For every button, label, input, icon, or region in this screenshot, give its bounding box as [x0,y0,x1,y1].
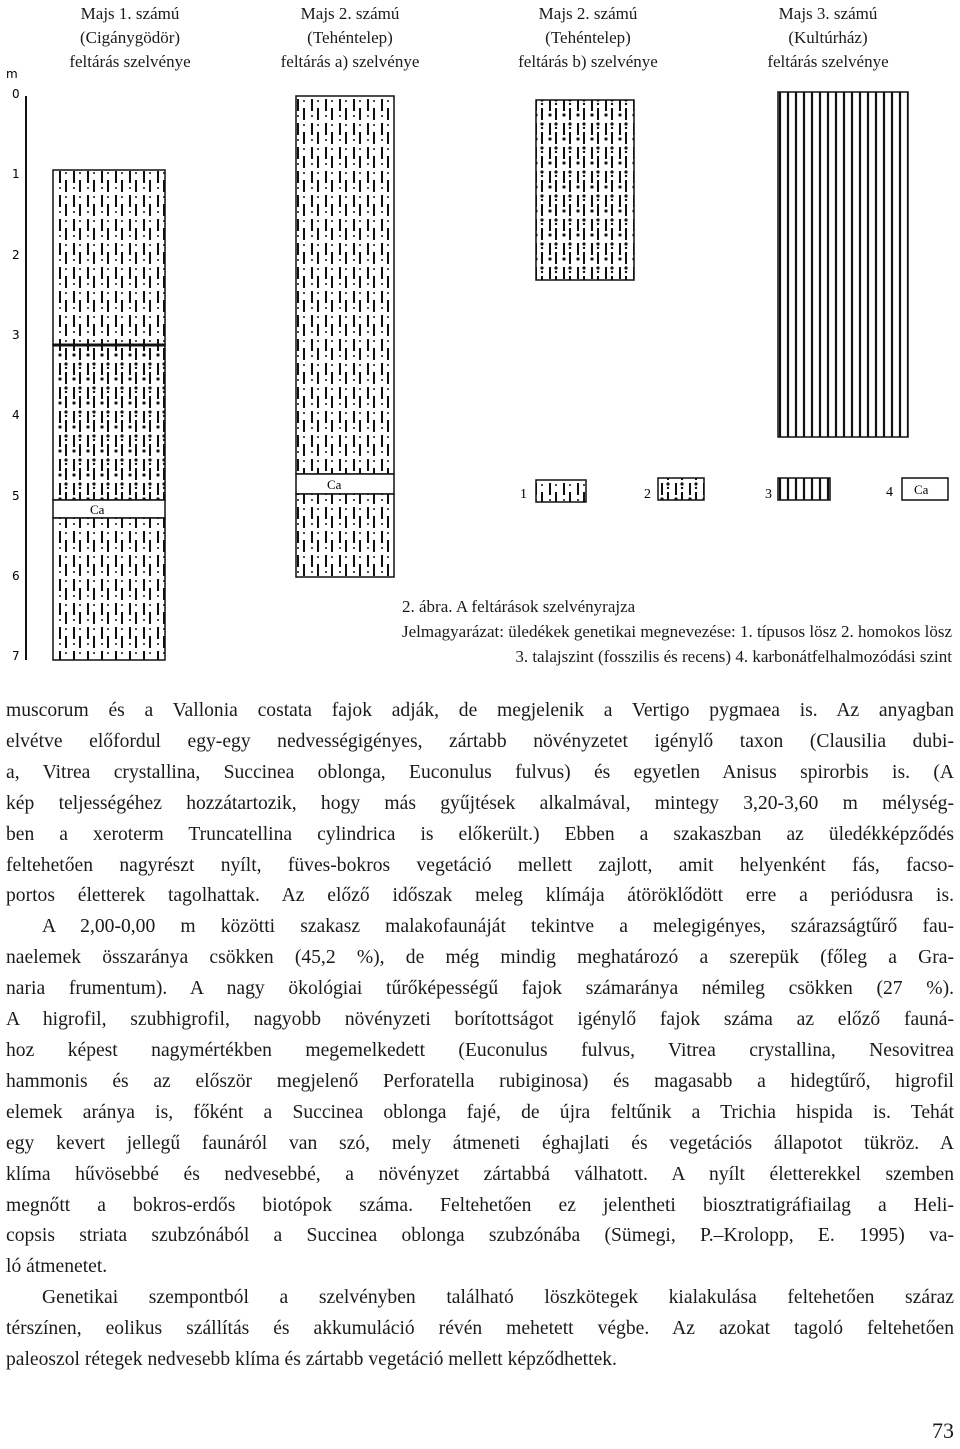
scale-tick-label: 2 [12,248,20,262]
scale-tick-label: 0 [12,87,20,101]
scale-tick-label: 6 [12,569,20,583]
scale-unit: m [6,67,18,81]
carbonate-layer [53,500,165,518]
text-line: klíma hűvösebbé és nedvesebbé, a növényzet zártabbá válhatott. A nyílt életterekkel szemben [6,1163,954,1185]
scale-tick-label: 4 [12,408,20,422]
column-header-line: Majs 2. számú [538,4,638,23]
column-header-line: feltárás b) szelvénye [518,52,658,71]
column-header-line: feltárás szelvénye [767,52,889,71]
text-line: ló átmenetet. [6,1256,108,1278]
page-number: 73 [932,1418,954,1443]
legend-item-sandy-loess [644,478,704,502]
carbonate-label: Ca [327,477,342,492]
column-1-section [53,170,165,660]
text-line: egy kevert jellegű faunáról van szó, mely átmeneti éghajlati és vegetációs állapotot tükröz. A [6,1132,954,1154]
legend-item-carbonate [886,478,948,500]
text-line: naelemek összaránya csökken (45,2 %), de még mindig meghatározó a szerepük (főleg a Gra- [6,947,954,969]
legend-number: 2 [644,487,651,502]
text-line: hammonis és az először megjelenő Perforatella rubiginosa) és magasabb a hidegtűrő, higrofil [6,1070,954,1092]
column-header-line: Majs 1. számú [80,4,180,23]
legend-number: 3 [765,487,772,502]
text-line: muscorum és a Vallonia costata fajok adják, de megjelenik a Vertigo pygmaea is. Az anyagban [6,700,954,721]
text-line: Genetikai szempontból a szelvényben található löszkötegek kialakulása feltehetően száraz [42,1287,954,1309]
text-line: megnőtt a bokros-erdős biotópok száma. Feltehetően ez jelentheti biosztratigráfiailag a Heli- [6,1194,954,1216]
scale-tick-label: 5 [12,489,20,503]
column-header-line: Majs 2. számú [300,4,400,23]
text-line: portos életterek tagolhattak. Az előző időszak meleg klímája átöröklődött erre a periódusra is. [6,885,954,907]
column-header-line: feltárás szelvénye [69,52,191,71]
scale-tick-label: 1 [12,167,20,181]
text-line: hoz képest nagymértékben megemelkedett (Euconulus fulvus, Vitrea crystallina, Nesovitrea [6,1039,954,1061]
scale-tick-label: 7 [12,649,20,663]
caption-line: 3. talajszint (fosszilis és recens) 4. karbonátfelhalmozódási szint [515,647,952,666]
text-line: A higrofil, szubhigrofil, nagyobb növényzeti borítottságot igénylő fajok száma az előző fauná- [6,1009,954,1031]
column-header-line: feltárás a) szelvénye [280,52,420,71]
column-4-section [778,92,908,437]
carbonate-label: Ca [90,502,105,517]
caption-line: Jelmagyarázat: üledékek genetikai megnevezése: 1. típusos lösz 2. homokos lösz [402,622,952,641]
text-line: térszínen, eolikus szállítás és akkumuláció révén mehetett végbe. Az azokat tagoló feltehetően [6,1318,954,1340]
caption-title: 2. ábra. A feltárások szelvényrajza [402,597,636,616]
text-line: naria frumentum). A nagy ökológiai tűrőképességű fajok számaránya némileg csökken (27 %). [6,978,954,1000]
legend-number: 1 [520,487,527,502]
legend-item-soil-horizon [765,478,830,502]
column-header-line: (Cigánygödör) [79,28,181,47]
column-2-section [296,96,394,577]
text-line: feltehetően nagyrészt nyílt, füves-bokros vegetáció mellett zajlott, amit helyenként fás, facso- [6,854,954,876]
column-header-line: Majs 3. számú [778,4,878,23]
column-3-section [536,100,634,280]
carbonate-layer [296,474,394,494]
text-line: paleoszol rétegek nedvesebb klíma és zártabb vegetáció mellett képződhettek. [6,1349,617,1371]
body-text [6,696,954,1376]
column-header-line: (Tehéntelep) [545,28,631,47]
legend [520,478,948,502]
text-line: elvétve előfordul egy-egy nedvességigényes, zártabb növényzetet igénylő taxon (Clausilia dubi- [6,730,954,752]
legend-number: 4 [886,485,893,500]
text-line: A 2,00-0,00 m közötti szakasz malakofaunáját tekintve a melegigényes, szárazságtűrő fau- [42,916,954,938]
text-line: copsis striata szubzónából a Succinea oblonga szubzónába (Sümegi, P.–Krolopp, E. 1995) va- [6,1225,954,1247]
text-line: kép teljességéhez hozzátartozik, hogy más gyűjtések alkalmával, mintegy 3,20-3,60 m mélység- [6,792,954,814]
column-header-line: (Kultúrház) [788,28,868,47]
text-line: elemek aránya is, főként a Succinea oblonga fajé, de újra feltűnik a Trichia hispida is. Tehát [6,1101,954,1123]
column-header-line: (Tehéntelep) [307,28,393,47]
stratigraphic-figure [0,0,960,680]
figure-caption [402,594,952,669]
text-line: ben a xeroterm Truncatellina cylindrica is előkerült.) Ebben a szakaszban az üledékképződés [6,823,954,845]
scale-tick-label: 3 [12,328,20,342]
legend-carbonate-label: Ca [914,482,929,497]
text-line: a, Vitrea crystallina, Succinea oblonga, Euconulus fulvus) és egyetlen Anisus spirorbis is. (A [6,761,954,783]
legend-item-typical-loess [520,480,586,502]
